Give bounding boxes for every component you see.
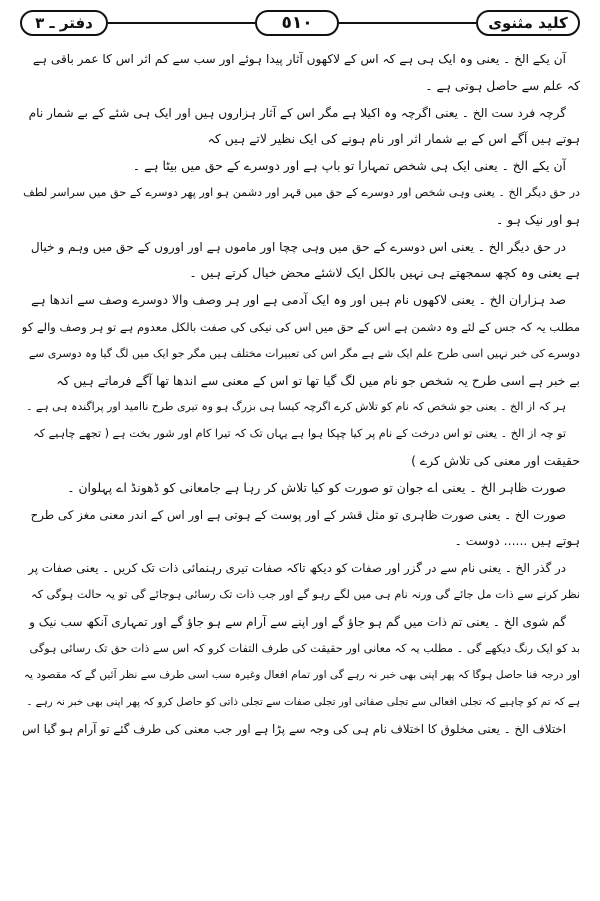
volume-label: دفتر ـ ٣ xyxy=(35,14,93,32)
text-line: در گذر الخ ۔ یعنی نام سے در گزر اور صفات کو دیکھ تاکہ صفات تیری رہنمائی ذات تک کریں ۔ یعنی صفات پر xyxy=(28,561,566,576)
text-line: ہوتے ہیں آگے اس کے بے شمار اثر اور نام ہونے کی ایک نظیر لاتے ہیں کہ xyxy=(207,131,580,147)
text-line: آن یکے الخ ۔ یعنی وہ ایک ہی ہے کہ اس کے لاکھوں آثار پیدا ہوئے اور سب سے کم اثر اس کا عمر باقی ہے xyxy=(32,52,566,66)
text-line: ہوتے ہیں ...... دوست ۔ xyxy=(454,533,580,549)
text-line: دوسرے کی خبر نہیں اسی طرح علم ایک شے ہے مگر اس کی تعبیرات مختلف ہیں مگر جو ایک میں لگ گیا وہ دوسری سے xyxy=(28,346,580,360)
book-title: کلید مثنوی xyxy=(488,14,568,32)
text-line: در حق دیگر الخ ۔ یعنی اس دوسرے کے حق میں وہی چچا اور ماموں ہے اور اوروں کے حق میں وہم و خیال xyxy=(30,239,566,254)
page-number: ٥١٠ xyxy=(281,13,313,33)
text-line: بد کو ایک رنگ دیکھے گی ۔ مطلب یہ کہ معانی اور حقیقت کی طرف التفات کرو کہ اس سے ذات حق تک رسائی ہوگی xyxy=(29,641,580,655)
text-line: ہے یعنی وہ کچھ سمجھتے ہی نہیں بالکل ایک لاشئے محض خیال کرتے ہیں ۔ xyxy=(189,265,580,281)
text-line: آن یکے الخ ۔ یعنی ایک ہی شخص تمہارا تو باپ ہے اور دوسرے کے حق میں بیٹا ہے ۔ xyxy=(132,158,566,174)
text-line: صد ہزاران الخ ۔ یعنی لاکھوں نام ہیں اور وہ ایک آدمی ہے اور ہر وصف والا دوسرے وصف سے اندھا ہے xyxy=(31,292,566,308)
volume-label-box xyxy=(20,10,108,36)
commentary-text xyxy=(22,46,580,743)
header-rule-left xyxy=(108,22,255,24)
text-line: کہ علم سے حاصل ہوتی ہے ۔ xyxy=(425,77,580,93)
header-rule-right xyxy=(339,22,476,24)
text-line: در حق دیگر الخ ۔ یعنی وہی شخص اور دوسرے کے حق میں قہر اور دشمن ہو اور پھر دوسرے کے حق میں سراسر لطف xyxy=(23,185,580,199)
page-number-box xyxy=(255,10,339,36)
text-line: بے خبر ہے اسی طرح یہ شخص جو نام میں لگ گیا تھا تو اس کے معنی سے اندھا تھا آگے فرماتے ہیں کہ xyxy=(56,372,580,388)
text-line: مطلب یہ کہ جس کے لئے وہ دشمن ہے اس کے حق میں اس کی نیکی کی صفت بالکل معدوم ہے تو ہر وصف والے کو xyxy=(22,319,580,334)
text-line: حقیقت اور معنی کی تلاش کرے ) xyxy=(411,452,580,468)
text-line: ہو اور نیک ہو ۔ xyxy=(495,211,580,227)
text-line: ہر کہ از الخ ۔ یعنی جو شخص کہ نام کو تلاش کرے اگرچہ کیسا ہی بزرگ ہو وہ تیری طرح ناامید اور پراگندہ ہی ہے ۔ xyxy=(26,400,566,414)
text-line: نظر کرنے سے ذات مل جائے گی ورنہ نام ہی میں لگے رہو گے اور جب ذات تک رسائی ہوجائے گی تو یہ حالت ہوگی کہ xyxy=(31,587,580,601)
book-title-box xyxy=(476,10,580,36)
text-line: اختلاف الخ ۔ یعنی مخلوق کا اختلاف نام ہی کی وجہ سے پڑا ہے اور جب معنی کی طرف گئے تو آرام ہو گیا اس xyxy=(22,721,566,736)
text-line: صورت الخ ۔ یعنی صورت ظاہری تو مثل قشر کے اور پوست کے ہوتی ہے اور اس کے اندر معنی مغز کی طرح xyxy=(30,507,566,522)
text-line: گم شوی الخ ۔ یعنی تم ذات میں گم ہو جاؤ گے اور اپنے سے آرام سے ہو جاؤ گے اور تمہاری آنکھ سب نیک و xyxy=(29,614,566,629)
text-line: اور درجہ فنا حاصل ہوگا کہ پھر اپنی بھی خبر نہ رہے گی اور تمام افعال وغیرہ سب اسی طرف سے نظر آئیں گے کہ مقصود یہ xyxy=(23,669,580,682)
page-header xyxy=(20,8,580,42)
text-line: صورت ظاہر الخ ۔ یعنی اے جوان تو صورت کو کیا تلاش کر رہا ہے جامعانی کو ڈھونڈ اے پہلوان ۔ xyxy=(67,479,566,495)
text-line: تو چہ از الخ ۔ یعنی تو اس درخت کے نام پر کیا چپکا ہوا ہے یہاں تک کہ تیرا کام اور شور بخت ہے ( تجھے چاہیے کہ xyxy=(33,427,566,441)
text-line: گرچہ فرد ست الخ ۔ یعنی اگرچہ وہ اکیلا ہے مگر اس کے آثار ہزاروں ہیں اور ایک ہی شئے کے بے شمار نام xyxy=(28,105,566,120)
text-line: ہے کہ تم کو چاہیے کہ تجلی افعالی سے تجلی صفاتی اور تجلی صفات سے تجلی ذاتی کو حاصل کرو کہ پھر اپنی بھی خبر نہ رہے ۔ xyxy=(26,696,580,709)
